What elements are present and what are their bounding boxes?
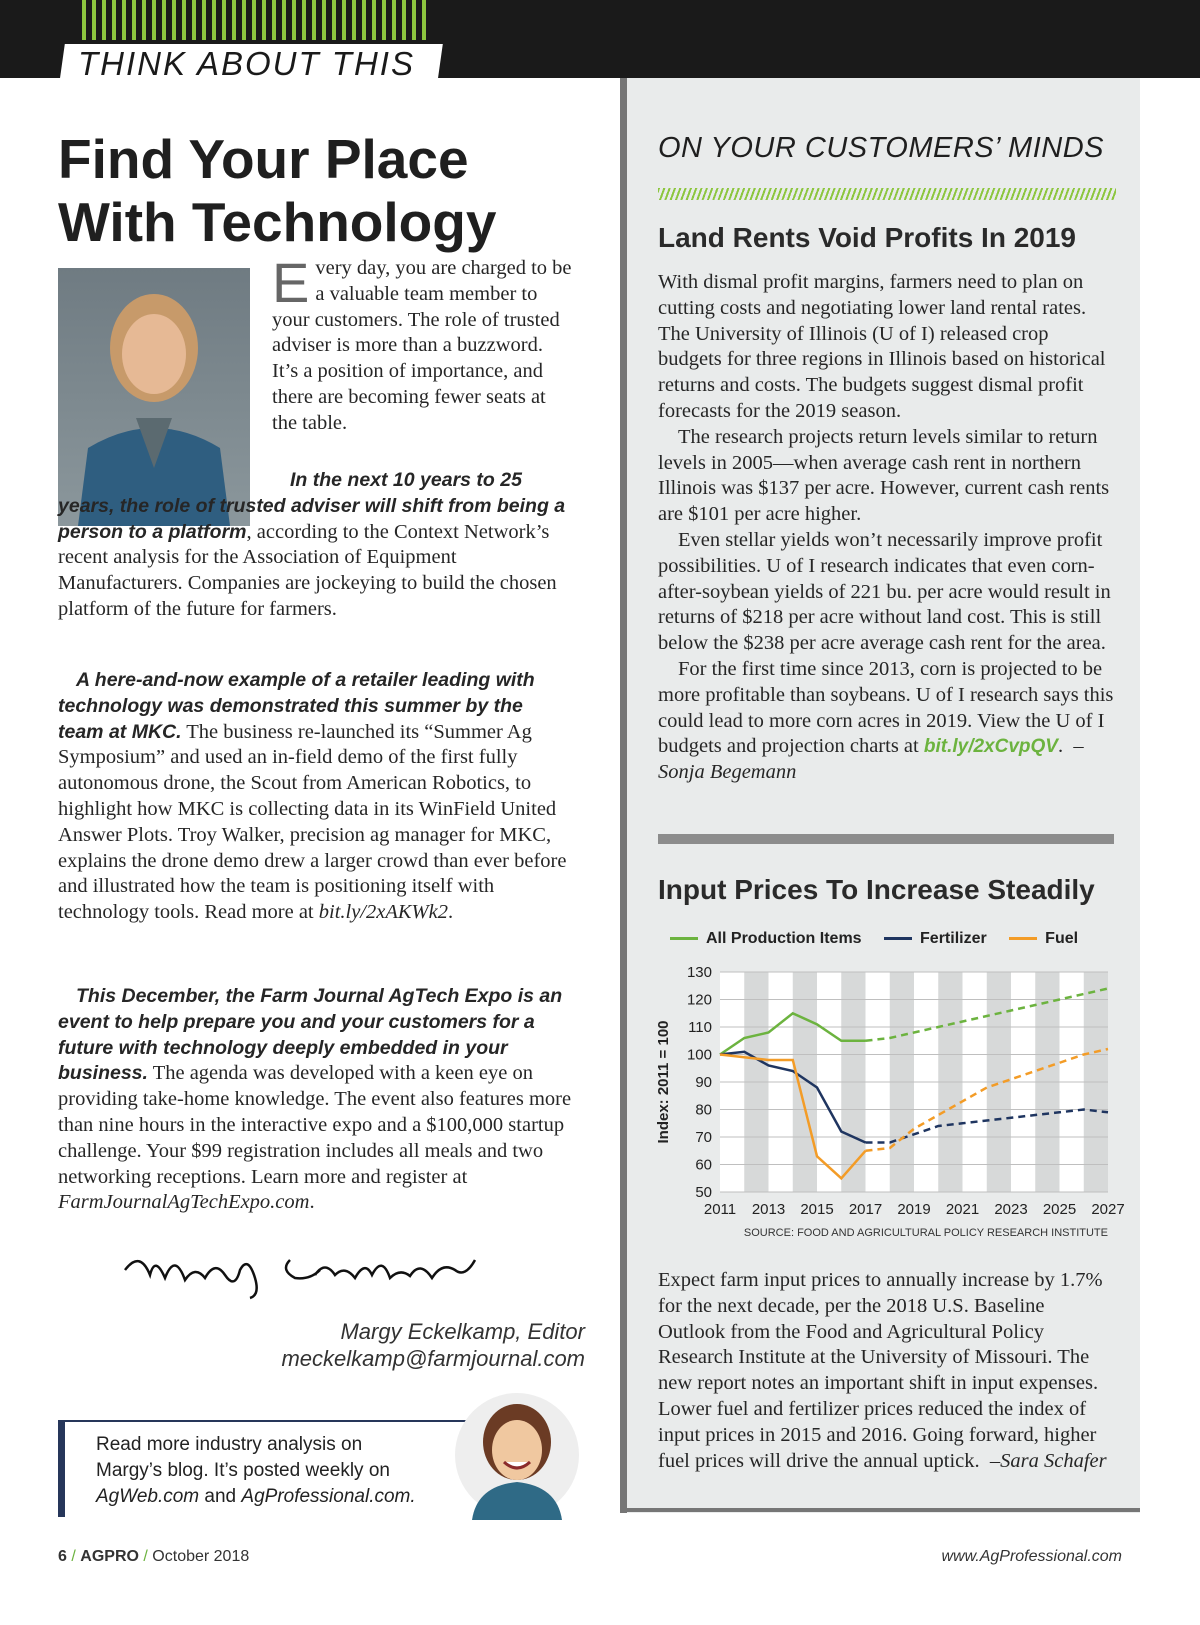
x-tick-label: 2021 [945,1201,980,1218]
paragraph-3-end: . [447,901,454,924]
issue-date: October 2018 [152,1548,250,1565]
article-intro [272,251,572,437]
kicker-stripes [82,0,432,40]
paragraph-4-lead: This December, the Farm Journal AgTech Expo is an event to help prepare you and your customers for a future with technology deeply embedded in your business. [58,985,563,1085]
y-tick-label: 90 [695,1074,712,1091]
chart-legend [670,930,1078,948]
legend-swatch-all [670,937,698,940]
story-2-byline: –Sara Schafer [989,1449,1107,1472]
paragraph-3-lead: A here-and-now example of a retailer leading with technology was demonstrated this summer by the team at MKC. [58,669,535,743]
x-tick-label: 2015 [800,1201,834,1218]
story-2-headline: Input Prices To Increase Steadily [658,874,1095,905]
y-axis-label: Index: 2011 = 100 [655,1020,672,1144]
story-1-paragraph-4-text: For the first time since 2013, corn is projected to be more profitable than soybeans. U of I research says this could lead to more corn acres in 2019. View the U of I budgets and projection charts at [658,657,1114,758]
x-tick-label: 2019 [897,1201,931,1218]
paragraph-2-text: , according to the Context Network’s recent analysis for the Association of Equipment Manufacturers. Companies are jockeying to build the chosen platform of the future for farmers. [58,520,557,620]
x-tick-label: 2027 [1091,1201,1125,1218]
story-1-paragraph-2: The research projects return levels similar to return levels in 2005—when average cash rent in northern Illinois was $137 per acre. However, current cash rents are $101 per acre higher. [658,425,1110,526]
uofi-link[interactable]: bit.ly/2xCvpQV [923,736,1058,758]
blog-blurb [96,1432,476,1510]
y-tick-label: 100 [686,1046,712,1064]
story-1-paragraph-4: For the first time since 2013, corn is projected to be more profitable than soybeans. U of I research says this could lead to more corn acres in 2019. View the U of I budgets and projection charts at bit.ly/2xCvpQV. –Sonja Begemann [658,657,1114,784]
y-tick-label: 120 [686,991,712,1009]
sidebar-bottom-border [620,1508,1140,1512]
editor-name: Margy Eckelkamp, Editor [340,1319,585,1344]
story-1-body [658,270,1116,786]
page-footer [58,1548,249,1566]
story-1-byline: –Sonja Begemann [658,735,1084,784]
x-tick-label: 2025 [1042,1201,1077,1218]
article-paragraph-4 [58,984,573,1216]
magazine-name: AGPRO [80,1548,139,1565]
editor-credit [200,1318,585,1372]
agweb-link[interactable]: AgWeb.com [96,1486,200,1507]
paragraph-3-text: The business re-launched its “Summer Ag Symposium” and used an in-field demo of the first fully autonomous drone, the Scout from American Robotics, to highlight how MKC is collecting data in its WinField United Answer Plots. Troy Walker, precision ag manager for MKC, explains the drone demo drew a larger crowd than ever before and illustrated how the team is positioning itself with technology tools. Read more at [58,720,567,924]
legend-label-fertilizer: Fertilizer [920,930,987,947]
article-paragraph-1: very day, you are charged to be a valuable team member to your customers. The role of trusted adviser is more than a buzzword. It’s a position of importance, and there are becoming fewer seats at the table. [272,257,572,434]
blurb-line-1: Read more industry analysis on [96,1434,363,1455]
symposium-link[interactable]: bit.ly/2xAKWk2 [318,901,448,924]
page-number: 6 [58,1548,67,1565]
paragraph-4-text: The agenda was developed with a keen eye on providing take-home knowledge. The event also features more than nine hours in the interactive expo and a $100,000 startup challenge. Your $99 registration includes all meals and two networking receptions. Learn more and register at [58,1062,572,1188]
blurb-line-3 [96,1484,476,1510]
sidebar-stripes [658,188,1116,200]
chart-source: SOURCE: FOOD AND AGRICULTURAL POLICY RESEARCH INSTITUTE [743,1227,1108,1239]
y-tick-label: 80 [695,1101,712,1119]
paragraph-2-lead: In the next 10 years to 25 years, the role of trusted adviser will shift from being a person to a platform [58,469,566,543]
x-tick-label: 2013 [751,1201,786,1218]
agprofessional-link[interactable]: AgProfessional.com. [241,1486,416,1507]
x-tick-label: 2017 [848,1201,883,1218]
legend-label-fuel: Fuel [1045,930,1079,947]
drop-cap: E [272,251,310,314]
expo-link[interactable]: FarmJournalAgTechExpo.com [58,1191,310,1214]
blurb-line-2: Margy’s blog. It’s posted weekly on [96,1460,390,1481]
story-1-headline: Land Rents Void Profits In 2019 [658,222,1077,253]
x-tick-label: 2011 [703,1201,737,1218]
section-kicker: THINK ABOUT THIS [78,45,415,82]
legend-swatch-fertilizer [884,937,912,940]
x-tick-label: 2023 [994,1201,1028,1218]
sidebar-kicker: ON YOUR CUSTOMERS’ MINDS [658,132,1104,164]
paragraph-4-end: . [309,1191,315,1214]
y-tick-label: 60 [695,1156,712,1174]
blurb-and: and [199,1486,242,1507]
legend-swatch-fuel [1009,937,1037,940]
y-tick-label: 70 [695,1129,712,1146]
sidebar-left-border [620,78,627,1513]
headline-line-2: With Technology [58,191,497,253]
article-headline [58,128,598,254]
footer-separator-2: / [143,1548,148,1565]
y-tick-label: 50 [695,1184,712,1201]
input-price-chart [648,960,1138,1245]
article-paragraph-3 [58,668,573,926]
article-paragraph-2 [58,468,573,623]
story-1-paragraph-1: With dismal profit margins, farmers need to plan on cutting costs and negotiating lower land rental rates. The University of Illinois (U of I) released crop budgets for three regions in Illinois based on historical returns and costs. The budgets suggest dismal profit forecasts for the 2019 season. [658,271,1106,422]
editor-signature [120,1240,500,1300]
y-tick-label: 110 [688,1019,712,1036]
y-tick-label: 130 [686,964,712,981]
editor-caricature [452,1390,582,1520]
editor-email[interactable]: meckelkamp@farmjournal.com [281,1346,585,1371]
story-2-paragraph: Expect farm input prices to annually increase by 1.7% for the next decade, per the 2018 U.S. Baseline Outlook from the Food and Agricultural Policy Research Institute at the University of Missouri. The new report notes an important shift in input expenses. Lower fuel and fertilizer prices reduced the index of input prices in 2015 and 2016. Going forward, higher fuel prices will drive the annual uptick. [658,1269,1103,1472]
footer-separator-1: / [71,1548,76,1565]
footer-url[interactable]: www.AgProfessional.com [941,1548,1122,1565]
story-1-paragraph-3: Even stellar yields won’t necessarily improve profit possibilities. U of I research indicates that even corn-after-soybean yields of 221 bu. per acre would result in returns of $218 per acre without land cost. This is still below the $238 per acre average cash rent for the area. [658,528,1111,655]
story-2-body [658,1268,1116,1474]
sidebar-divider [658,834,1114,844]
headline-line-1: Find Your Place [58,128,469,190]
legend-label-all: All Production Items [706,930,862,947]
